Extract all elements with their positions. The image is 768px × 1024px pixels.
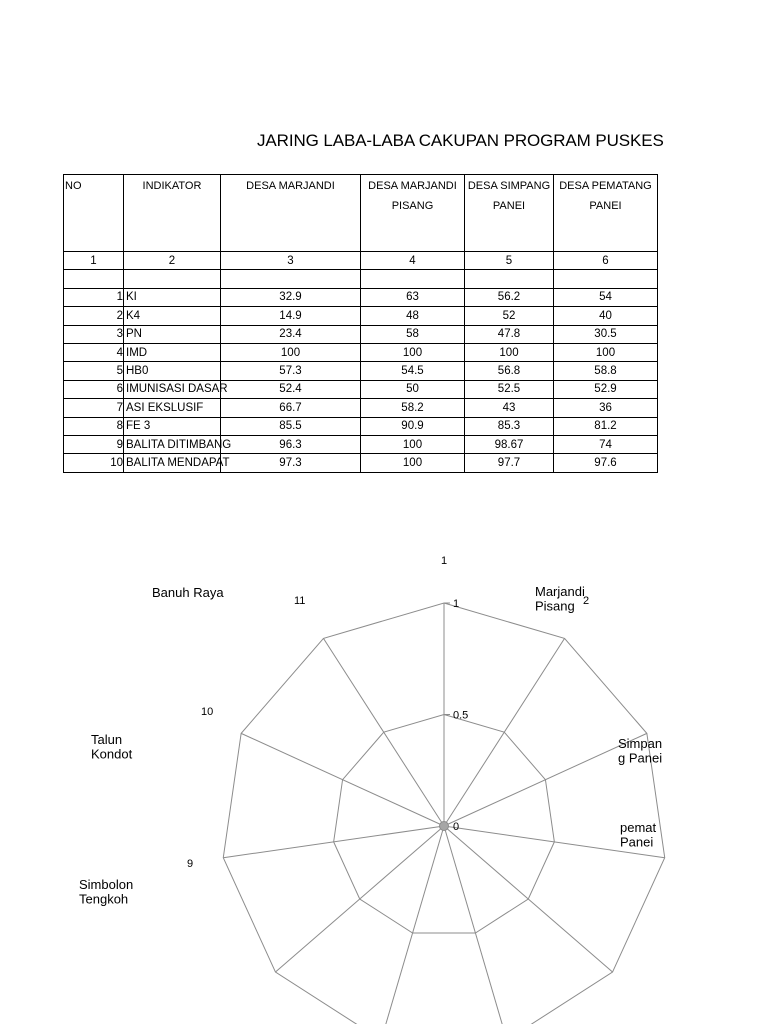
empty-cell — [554, 270, 658, 288]
empty-cell — [465, 270, 554, 288]
radar-spoke — [381, 826, 444, 1024]
radar-category-label: pemat — [620, 820, 657, 835]
row-value: 54.5 — [361, 362, 465, 380]
coverage-table — [63, 174, 658, 473]
row-value: 36 — [554, 399, 658, 417]
radar-spoke — [444, 826, 507, 1024]
row-value: 74 — [554, 435, 658, 453]
table-header-row — [64, 175, 658, 252]
row-indikator — [124, 399, 221, 417]
table-row — [64, 325, 658, 343]
radar-spoke — [444, 826, 613, 972]
radar-category-label: Marjandi — [535, 584, 585, 599]
header-desa-simpang-panei: DESA SIMPANG PANEI — [465, 175, 554, 252]
row-value: 30.5 — [554, 325, 658, 343]
radar-tick-label: 0 — [453, 821, 460, 833]
row-value: 85.5 — [221, 417, 361, 435]
row-value: 58 — [361, 325, 465, 343]
header-indikator: INDIKATOR — [124, 175, 221, 252]
row-value: 66.7 — [221, 399, 361, 417]
row-value: 52.5 — [465, 380, 554, 398]
radar-category-label: Simpan — [618, 736, 663, 751]
radar-spoke — [444, 733, 647, 826]
column-number-row — [64, 252, 658, 270]
radar-spoke — [323, 638, 444, 826]
row-value: 57.3 — [221, 362, 361, 380]
row-number: 8 — [64, 417, 124, 435]
table-row — [64, 288, 658, 306]
col-number: 4 — [361, 252, 465, 270]
indikator-label: BALITA MENDAPAT — [126, 456, 230, 469]
indikator-label: HB0 — [126, 365, 149, 378]
header-desa-pematang-panei: DESA PEMATANG PANEI — [554, 175, 658, 252]
col-number: 6 — [554, 252, 658, 270]
row-indikator — [124, 380, 228, 398]
row-number: 10 — [64, 454, 124, 472]
row-value: 97.6 — [554, 454, 658, 472]
row-indikator — [124, 307, 221, 325]
row-value: 40 — [554, 307, 658, 325]
row-number: 7 — [64, 399, 124, 417]
row-value: 100 — [361, 454, 465, 472]
row-value: 100 — [361, 435, 465, 453]
row-number: 5 — [64, 362, 124, 380]
table-row — [64, 417, 658, 435]
radar-axis-number: 1 — [440, 555, 448, 567]
indikator-label: PN — [126, 328, 142, 341]
row-number: 9 — [64, 435, 124, 453]
indikator-label: FE 3 — [126, 420, 151, 433]
indikator-label: IMUNISASI DASAR — [126, 383, 228, 396]
table-body — [64, 288, 658, 472]
radar-category-label: g Panei — [618, 750, 663, 766]
row-value: 47.8 — [465, 325, 554, 343]
row-number: 3 — [64, 325, 124, 343]
radar-axis-number: 2 — [583, 595, 590, 607]
radar-category-label: Kondot — [91, 746, 133, 762]
table-row — [64, 435, 658, 453]
header-desa-marjandi: DESA MARJANDI — [221, 175, 361, 252]
page-title: JARING LABA-LABA CAKUPAN PROGRAM PUSKES — [257, 131, 664, 150]
row-indikator — [124, 417, 221, 435]
row-value: 100 — [554, 343, 658, 361]
col-number: 5 — [465, 252, 554, 270]
row-number: 4 — [64, 343, 124, 361]
radar-axis-number: 10 — [201, 706, 214, 718]
row-value: 98.67 — [465, 435, 554, 453]
table-row — [64, 343, 658, 361]
row-value: 43 — [465, 399, 554, 417]
radar-category-label: Talun — [91, 732, 123, 747]
radar-category-label: Tengkoh — [79, 891, 129, 907]
empty-cell — [361, 270, 465, 288]
header-no: NO — [64, 175, 124, 252]
header-desa-marjandi-pisang: DESA MARJANDI PISANG — [361, 175, 465, 252]
row-value: 97.7 — [465, 454, 554, 472]
row-number: 2 — [64, 307, 124, 325]
radar-category-label: Simbolon — [79, 877, 134, 892]
row-value: 58.8 — [554, 362, 658, 380]
row-indikator — [124, 325, 221, 343]
radar-spoke — [444, 638, 565, 826]
row-indikator — [124, 454, 230, 472]
row-indikator — [124, 288, 221, 306]
table-row — [64, 307, 658, 325]
table-row — [64, 362, 658, 380]
radar-center-marker — [440, 822, 449, 831]
row-number: 6 — [64, 380, 124, 398]
row-value: 63 — [361, 288, 465, 306]
radar-category-label: Banuh Raya — [152, 585, 224, 600]
row-value: 50 — [361, 380, 465, 398]
radar-tick-label: 1 — [453, 598, 460, 610]
row-value: 52.4 — [221, 380, 361, 398]
row-value: 54 — [554, 288, 658, 306]
indikator-label: ASI EKSLUSIF — [126, 401, 204, 414]
empty-cell — [124, 270, 221, 288]
table-row — [64, 454, 658, 472]
radar-axis-number: 9 — [187, 858, 194, 870]
row-value: 52 — [465, 307, 554, 325]
row-value: 85.3 — [465, 417, 554, 435]
radar-spoke — [223, 826, 444, 858]
radar-category-label: Pisang — [535, 598, 575, 614]
row-value: 100 — [361, 343, 465, 361]
row-value: 58.2 — [361, 399, 465, 417]
row-value: 96.3 — [221, 435, 361, 453]
row-value: 48 — [361, 307, 465, 325]
row-number: 1 — [64, 288, 124, 306]
row-value: 52.9 — [554, 380, 658, 398]
table-row — [64, 380, 658, 398]
row-value: 32.9 — [221, 288, 361, 306]
radar-spoke — [275, 826, 444, 972]
radar-axis-number: 11 — [294, 595, 306, 607]
indikator-label: K4 — [126, 309, 141, 322]
row-indikator — [124, 362, 221, 380]
row-indikator — [124, 343, 221, 361]
empty-row — [64, 270, 658, 288]
empty-cell — [221, 270, 361, 288]
row-value: 14.9 — [221, 307, 361, 325]
row-value: 90.9 — [361, 417, 465, 435]
indikator-label: KI — [126, 291, 137, 304]
row-value: 56.8 — [465, 362, 554, 380]
indikator-label: IMD — [126, 346, 148, 359]
row-value: 100 — [465, 343, 554, 361]
radar-category-label: Panei — [620, 834, 654, 850]
row-indikator — [124, 435, 232, 453]
indikator-label: BALITA DITIMBANG — [126, 438, 232, 451]
radar-tick-label: 0.5 — [453, 709, 469, 722]
row-value: 56.2 — [465, 288, 554, 306]
row-value: 81.2 — [554, 417, 658, 435]
row-value: 23.4 — [221, 325, 361, 343]
col-number: 1 — [64, 252, 124, 270]
col-number: 3 — [221, 252, 361, 270]
radar-chart — [0, 540, 768, 951]
empty-cell — [64, 270, 124, 288]
radar-spoke — [241, 733, 444, 826]
table-row — [64, 399, 658, 417]
row-value: 100 — [221, 343, 361, 361]
row-value: 97.3 — [221, 454, 361, 472]
col-number: 2 — [124, 252, 221, 270]
